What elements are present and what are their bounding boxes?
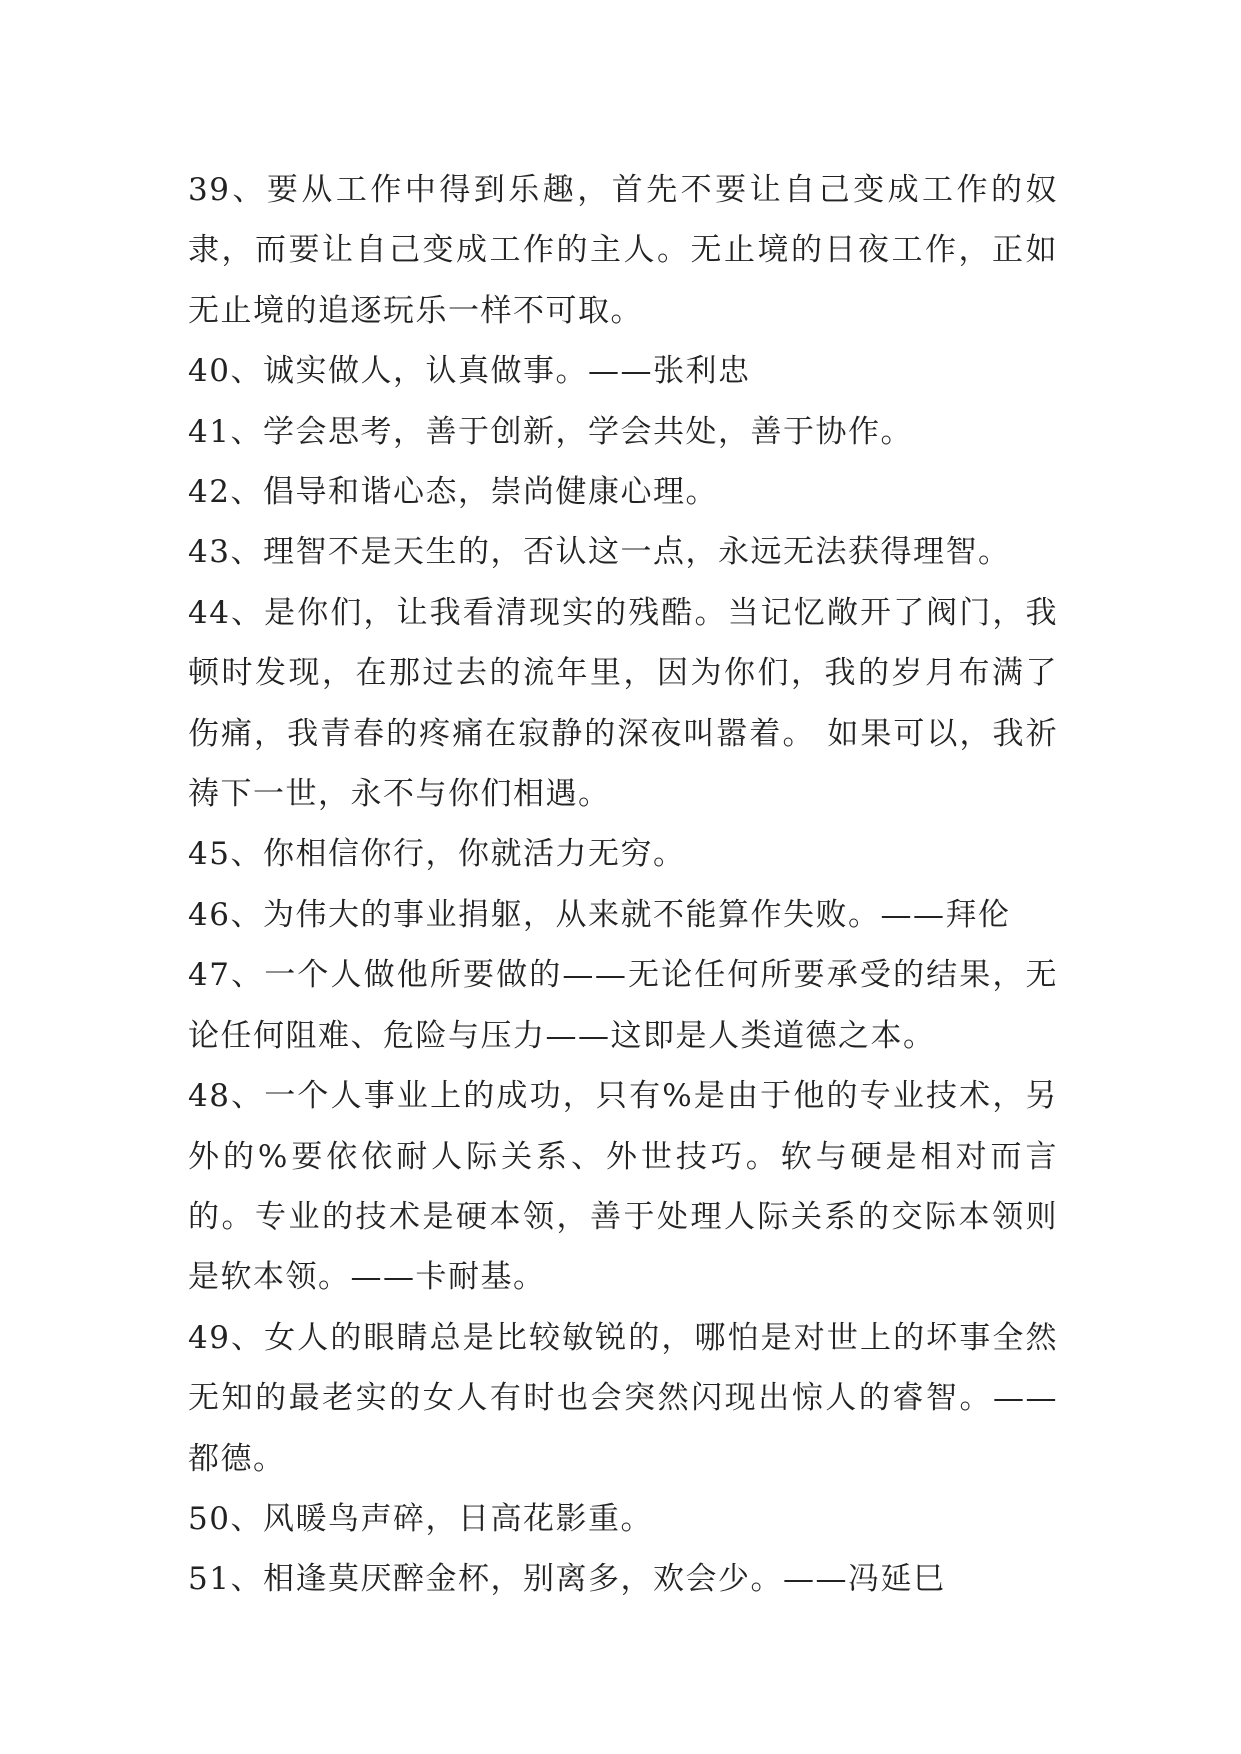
quote-paragraph-43: 43、理智不是天生的，否认这一点，永远无法获得理智。 (188, 534, 1011, 571)
quote-paragraph-45: 45、你相信你行，你就活力无穷。 (188, 836, 686, 873)
document-body (188, 160, 1058, 1610)
quote-paragraph-46: 46、为伟大的事业捐躯，从来就不能算作失败。——拜伦 (188, 896, 1011, 933)
quote-paragraph-40: 40、诚实做人，认真做事。——张利忠 (188, 353, 751, 390)
quote-paragraph-42: 42、倡导和谐心态，崇尚健康心理。 (188, 474, 718, 511)
quote-paragraph-44: 44、是你们，让我看清现实的残酷。当记忆敞开了阀门，我顿时发现，在那过去的流年里，因为你们，我的岁月布满了伤痛，我青春的疼痛在寂静的深夜叫嚣着。 如果可以，我祈祷下一世，永不与你们相遇。 (188, 594, 1058, 813)
quote-paragraph-49: 49、女人的眼睛总是比较敏锐的，哪怕是对世上的坏事全然无知的最老实的女人有时也会突然闪现出惊人的睿智。——都德。 (188, 1319, 1058, 1477)
quote-paragraph-47: 47、一个人做他所要做的——无论任何所要承受的结果，无论任何阻难、危险与压力——这即是人类道德之本。 (188, 957, 1058, 1054)
quote-paragraph-50: 50、风暖鸟声碎，日高花影重。 (188, 1500, 653, 1537)
quote-paragraph-39: 39、要从工作中得到乐趣，首先不要让自己变成工作的奴隶，而要让自己变成工作的主人。无止境的日夜工作，正如无止境的追逐玩乐一样不可取。 (188, 172, 1058, 329)
quote-paragraph-48: 48、一个人事业上的成功，只有%是由于他的专业技术，另外的%要依依耐人际关系、外世技巧。软与硬是相对而言的。专业的技术是硬本领，善于处理人际关系的交际本领则是软本领。——卡耐基。 (188, 1078, 1058, 1296)
quote-paragraph-51: 51、相逢莫厌醉金杯，别离多，欢会少。——冯延巳 (188, 1561, 946, 1598)
quote-paragraph-41: 41、学会思考，善于创新，学会共处，善于协作。 (188, 413, 913, 450)
